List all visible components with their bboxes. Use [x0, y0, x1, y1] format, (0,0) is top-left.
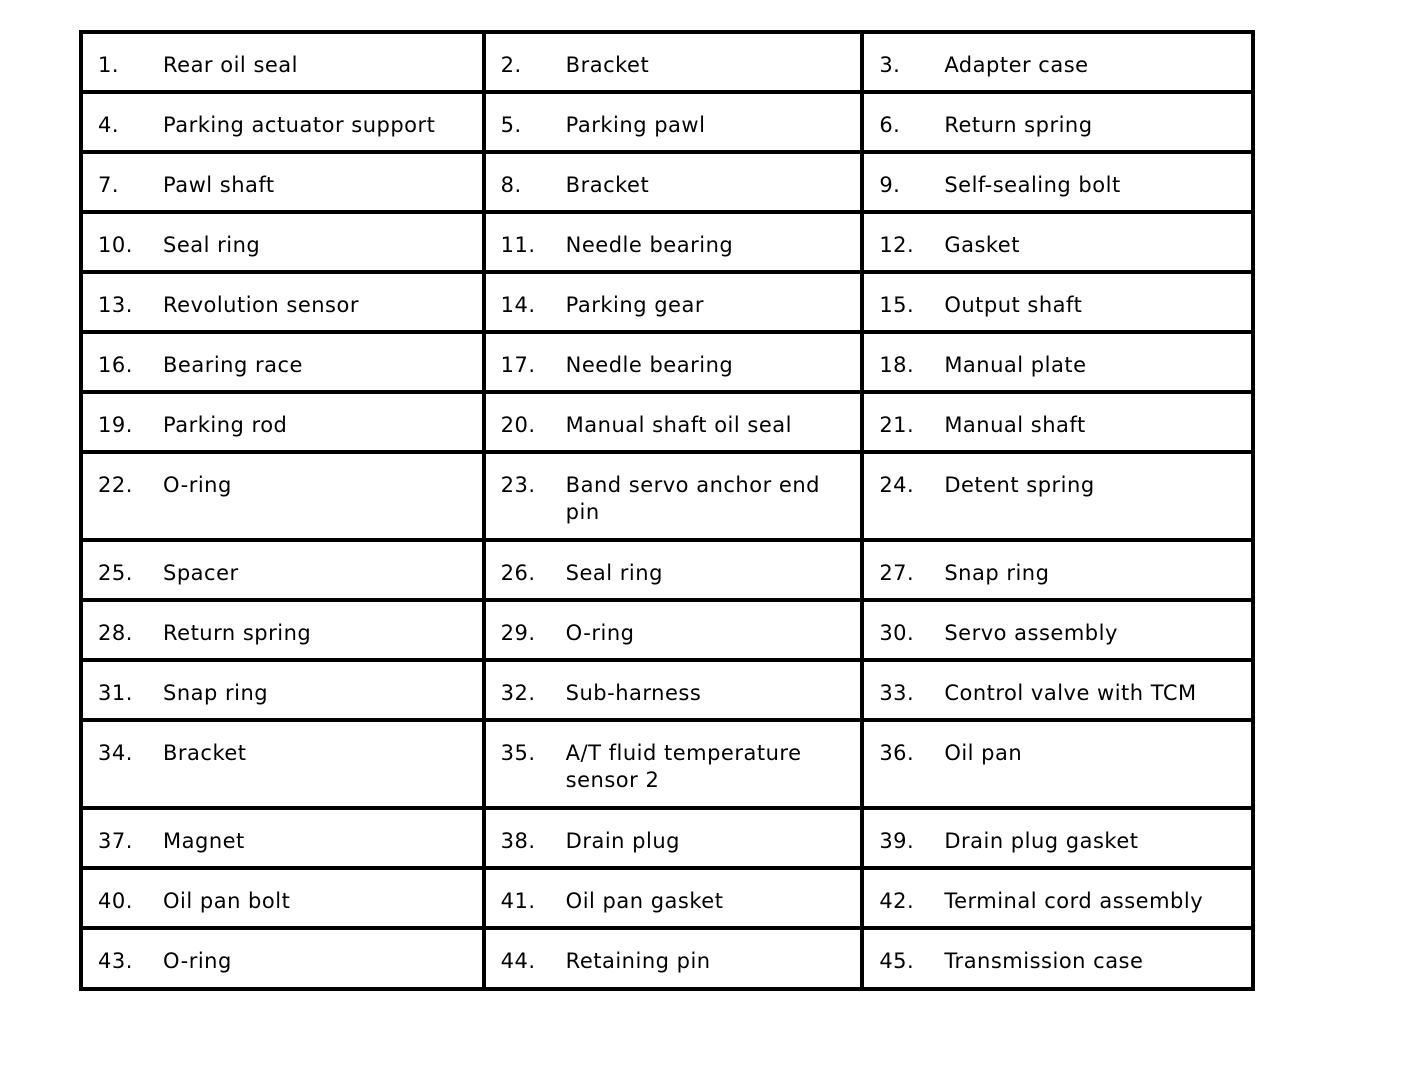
part-number: 19.	[98, 413, 133, 437]
part-entry	[486, 334, 861, 379]
part-cell	[484, 92, 863, 152]
table-row	[81, 452, 1253, 540]
part-label: Adapter case	[944, 53, 1089, 77]
table-row	[81, 720, 1253, 808]
part-number: 35.	[500, 741, 536, 765]
part-number: 29.	[500, 621, 536, 645]
part-cell	[862, 660, 1253, 720]
part-entry	[486, 94, 861, 139]
part-number: 11.	[500, 233, 536, 257]
part-label: O-ring	[163, 473, 232, 497]
part-cell	[81, 720, 484, 808]
part-entry	[83, 154, 482, 199]
part-entry	[83, 930, 482, 975]
part-number: 42.	[879, 889, 915, 913]
part-label: Oil pan bolt	[163, 889, 291, 913]
part-entry	[83, 662, 482, 707]
part-entry	[83, 542, 482, 587]
part-entry	[486, 810, 861, 855]
part-entry	[864, 662, 1251, 707]
part-number: 37.	[98, 829, 133, 853]
part-number: 2.	[500, 53, 522, 77]
part-entry	[864, 602, 1251, 647]
part-cell	[81, 92, 484, 152]
part-label: Sub-harness	[565, 681, 702, 705]
part-number: 9.	[879, 173, 901, 197]
table-row	[81, 32, 1253, 92]
part-number: 7.	[98, 173, 120, 197]
part-number: 6.	[879, 113, 901, 137]
part-cell	[484, 152, 863, 212]
part-label: Parking gear	[565, 293, 704, 317]
part-label: O-ring	[565, 621, 635, 645]
table-row	[81, 868, 1253, 928]
part-label: Gasket	[944, 233, 1020, 257]
part-label: Parking actuator support	[163, 113, 436, 137]
part-number: 39.	[879, 829, 915, 853]
part-cell	[484, 660, 863, 720]
part-label: O-ring	[163, 949, 232, 973]
part-cell	[484, 928, 863, 989]
part-cell	[484, 212, 863, 272]
part-label: Detent spring	[944, 473, 1095, 497]
part-number: 32.	[500, 681, 536, 705]
part-entry	[486, 602, 861, 647]
part-label: Magnet	[163, 829, 245, 853]
part-cell	[862, 720, 1253, 808]
part-number: 17.	[500, 353, 536, 377]
part-entry	[83, 870, 482, 915]
part-entry	[83, 810, 482, 855]
part-entry	[486, 274, 861, 319]
part-label: Bracket	[565, 53, 650, 77]
part-entry	[864, 930, 1251, 975]
part-label: Band servo anchor end pin	[565, 473, 820, 524]
part-number: 1.	[98, 53, 120, 77]
part-label: Control valve with TCM	[944, 681, 1197, 705]
part-number: 33.	[879, 681, 915, 705]
part-cell	[862, 92, 1253, 152]
part-entry	[83, 274, 482, 319]
part-label: Return spring	[163, 621, 312, 645]
part-label: Drain plug gasket	[944, 829, 1139, 853]
part-number: 43.	[98, 949, 133, 973]
part-entry	[83, 214, 482, 259]
part-entry	[864, 334, 1251, 379]
part-number: 18.	[879, 353, 915, 377]
part-entry	[486, 722, 861, 794]
part-cell	[862, 540, 1253, 600]
part-cell	[484, 868, 863, 928]
part-number: 38.	[500, 829, 536, 853]
part-number: 24.	[879, 473, 915, 497]
part-number: 14.	[500, 293, 536, 317]
part-number: 28.	[98, 621, 133, 645]
part-cell	[862, 928, 1253, 989]
table-row	[81, 92, 1253, 152]
part-cell	[484, 392, 863, 452]
part-number: 26.	[500, 561, 536, 585]
part-label: Revolution sensor	[163, 293, 359, 317]
part-entry	[864, 394, 1251, 439]
part-number: 8.	[500, 173, 522, 197]
table-row	[81, 600, 1253, 660]
table-row	[81, 928, 1253, 989]
part-entry	[83, 454, 482, 499]
part-cell	[81, 600, 484, 660]
part-label: Transmission case	[944, 949, 1144, 973]
part-label: Manual shaft	[944, 413, 1086, 437]
part-number: 5.	[500, 113, 522, 137]
part-entry	[486, 154, 861, 199]
part-entry	[486, 542, 861, 587]
table-row	[81, 272, 1253, 332]
part-cell	[81, 808, 484, 868]
part-label: Parking rod	[163, 413, 288, 437]
part-label: Self-sealing bolt	[944, 173, 1121, 197]
part-cell	[484, 32, 863, 92]
part-cell	[862, 868, 1253, 928]
part-label: Snap ring	[944, 561, 1050, 585]
part-number: 30.	[879, 621, 915, 645]
part-entry	[864, 34, 1251, 79]
part-label: Oil pan	[944, 741, 1023, 765]
part-cell	[81, 272, 484, 332]
part-entry	[486, 454, 861, 526]
part-entry	[486, 870, 861, 915]
part-cell	[484, 540, 863, 600]
part-entry	[83, 94, 482, 139]
part-cell	[81, 928, 484, 989]
part-label: Rear oil seal	[163, 53, 299, 77]
part-cell	[81, 212, 484, 272]
part-number: 10.	[98, 233, 133, 257]
part-cell	[862, 152, 1253, 212]
part-label: Needle bearing	[565, 233, 734, 257]
part-number: 21.	[879, 413, 915, 437]
part-entry	[864, 722, 1251, 767]
part-entry	[486, 930, 861, 975]
part-number: 4.	[98, 113, 120, 137]
part-number: 40.	[98, 889, 133, 913]
part-label: Return spring	[944, 113, 1093, 137]
table-row	[81, 332, 1253, 392]
part-entry	[864, 154, 1251, 199]
part-number: 27.	[879, 561, 915, 585]
part-entry	[83, 602, 482, 647]
part-label: Bracket	[565, 173, 650, 197]
part-label: Manual plate	[944, 353, 1087, 377]
part-number: 41.	[500, 889, 536, 913]
part-label: Bracket	[163, 741, 247, 765]
part-entry	[864, 94, 1251, 139]
part-label: Snap ring	[163, 681, 269, 705]
table-row	[81, 392, 1253, 452]
part-cell	[81, 32, 484, 92]
part-cell	[862, 272, 1253, 332]
part-cell	[862, 452, 1253, 540]
part-cell	[862, 32, 1253, 92]
part-cell	[484, 272, 863, 332]
part-entry	[864, 274, 1251, 319]
part-number: 12.	[879, 233, 915, 257]
parts-legend-body	[81, 32, 1253, 989]
part-label: Drain plug	[565, 829, 680, 853]
part-entry	[83, 334, 482, 379]
part-cell	[862, 600, 1253, 660]
part-entry	[486, 34, 861, 79]
part-label: Seal ring	[163, 233, 261, 257]
part-number: 22.	[98, 473, 133, 497]
part-number: 15.	[879, 293, 915, 317]
part-entry	[864, 214, 1251, 259]
part-cell	[81, 452, 484, 540]
table-row	[81, 808, 1253, 868]
part-cell	[81, 868, 484, 928]
part-number: 25.	[98, 561, 133, 585]
part-label: Pawl shaft	[163, 173, 275, 197]
part-cell	[862, 808, 1253, 868]
part-label: Bearing race	[163, 353, 303, 377]
part-label: Servo assembly	[944, 621, 1118, 645]
parts-legend-table	[79, 30, 1255, 991]
table-row	[81, 212, 1253, 272]
part-entry	[83, 394, 482, 439]
part-entry	[83, 722, 482, 767]
table-row	[81, 152, 1253, 212]
part-label: Output shaft	[944, 293, 1083, 317]
part-number: 34.	[98, 741, 133, 765]
part-cell	[484, 600, 863, 660]
part-label: Retaining pin	[565, 949, 711, 973]
part-entry	[486, 394, 861, 439]
part-entry	[864, 454, 1251, 499]
part-label: Parking pawl	[565, 113, 706, 137]
part-number: 20.	[500, 413, 536, 437]
part-number: 44.	[500, 949, 536, 973]
part-number: 3.	[879, 53, 901, 77]
part-label: Oil pan gasket	[565, 889, 724, 913]
part-entry	[486, 662, 861, 707]
part-label: Terminal cord assembly	[944, 889, 1204, 913]
part-number: 36.	[879, 741, 915, 765]
part-cell	[81, 392, 484, 452]
part-cell	[81, 152, 484, 212]
part-number: 31.	[98, 681, 133, 705]
part-cell	[484, 808, 863, 868]
part-entry	[864, 542, 1251, 587]
part-cell	[81, 332, 484, 392]
part-cell	[862, 332, 1253, 392]
part-entry	[864, 810, 1251, 855]
part-entry	[486, 214, 861, 259]
table-row	[81, 660, 1253, 720]
part-cell	[81, 660, 484, 720]
part-cell	[484, 332, 863, 392]
part-number: 45.	[879, 949, 915, 973]
part-cell	[484, 452, 863, 540]
table-row	[81, 540, 1253, 600]
part-label: Needle bearing	[565, 353, 734, 377]
part-cell	[862, 392, 1253, 452]
part-label: Spacer	[163, 561, 239, 585]
part-cell	[862, 212, 1253, 272]
part-number: 13.	[98, 293, 133, 317]
part-cell	[484, 720, 863, 808]
part-entry	[864, 870, 1251, 915]
part-entry	[83, 34, 482, 79]
part-label: Seal ring	[565, 561, 663, 585]
part-number: 16.	[98, 353, 133, 377]
part-number: 23.	[500, 473, 536, 497]
part-label: Manual shaft oil seal	[565, 413, 792, 437]
part-cell	[81, 540, 484, 600]
part-label: A/T fluid temperature sensor 2	[565, 741, 802, 792]
